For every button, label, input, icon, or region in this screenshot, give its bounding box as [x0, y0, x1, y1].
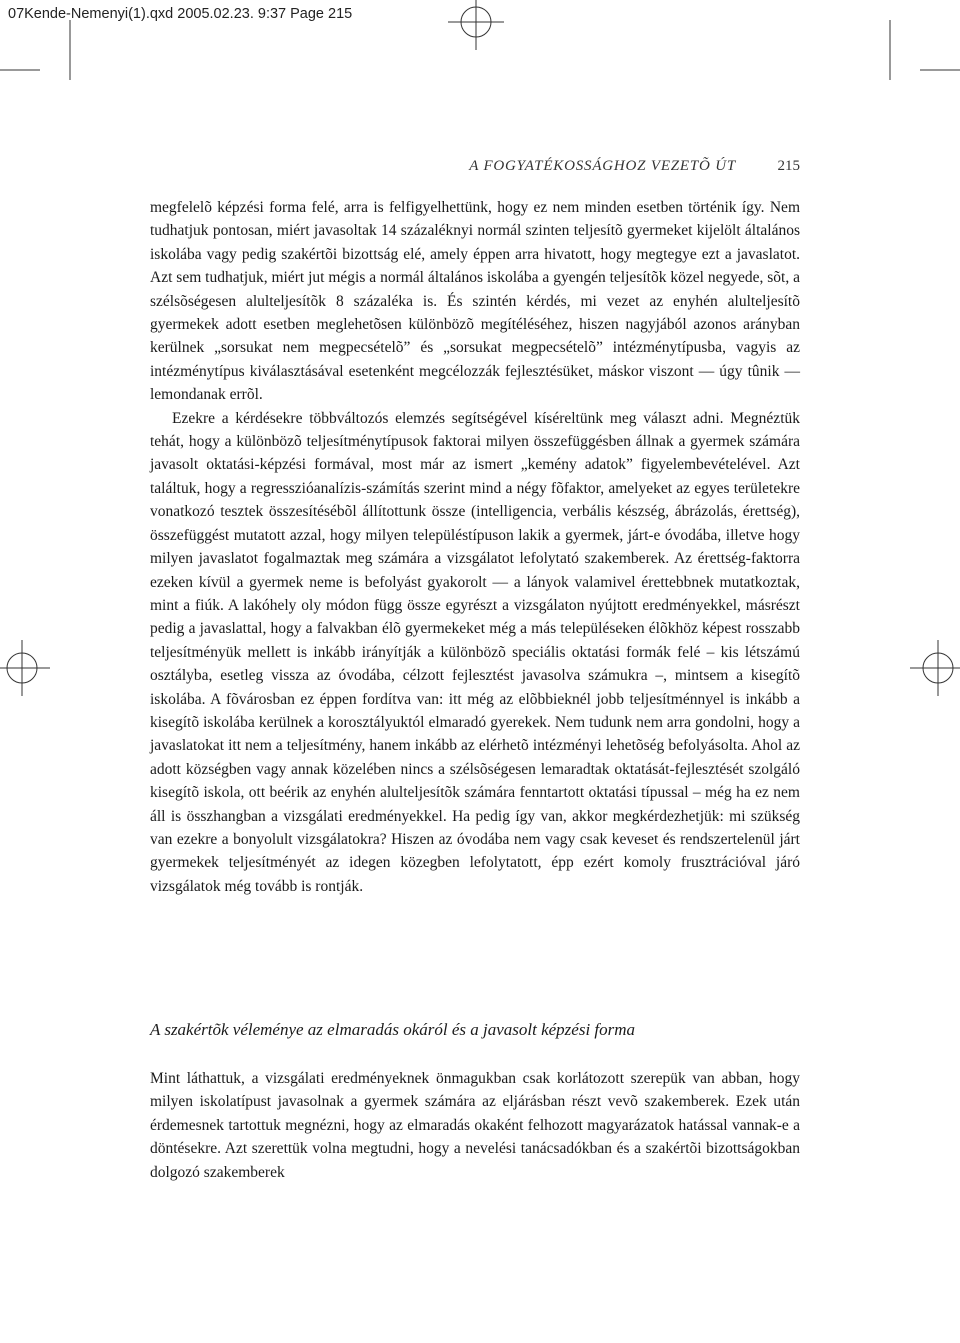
- paragraph: Ezekre a kérdésekre többváltozós elemzés segítségével kíséreltünk meg választ adni. Megnéztük tehát, hogy a különbözõ teljesítménytípusok faktorai milyen összefüggésben állnak a gyermek számára javasolt oktatási-képzési formával, most már az ismert „kemény adatok” figyelembevételével. Azt találtuk, hogy a regresszióanalízis-számítás szerint mind a négy fõfaktor, amelyeket az egyes területekre vonatkozó tesztek összesítésébõl állítottunk össze (intelligencia, verbális készség, ábrázolás, érettség), összefüggést mutatott azzal, hogy milyen településtípuson lakik a gyermek, járt-e óvodába, illetve hogy milyen javaslatot fogalmaztak meg számára a vizsgálatot lefolytató szakemberek. Az érettség-faktorra ezeken kívül a gyermek neme is befolyást gyakorolt — a lányok valamivel érettebbnek mutatkoztak, mint a fiúk. A lakóhely oly módon függ össze egyrészt a vizsgálaton nyújtott eredményekkel, másrészt pedig a javaslattal, hogy a falvakban élõ gyermekeket még a más településeken élõkhöz képest rosszabb teljesítményük mellett is inkább irányítják a különbözõ speciális oktatási formák felé – kis létszámú osztályba, esetleg vissza az óvodába, célzott fejlesztést javasolva számukra –, mintsem a kisegítõ iskolába. A fõvárosban ez éppen fordítva van: itt még az elõbbieknél jobb teljesítménnyel is inkább a kisegítõ iskolába kerülnek a korosztályuktól elmaradó gyerekek. Nem tudunk nem arra gondolni, hogy a javaslatokat itt nem a teljesítmény, hanem inkább az elérhetõ intézményi lehetõség befolyásolta. Ahol az adott községben vagy annak közelében nincs a szélsõségesen lemaradtak oktatását-fejlesztését szolgáló kisegítõ iskola, ott beérik az enyhén alulteljesítõk számára fenntartott oktatási típussal – még ha ez nem áll is összhangban a vizsgálati eredményekkel. Ha pedig így van, akkor megkérdezhetjük: mi szükség van ezekre a bonyolult vizsgálatokra? Hiszen az óvodába nem vagy csak keveset és rendszertelenül járt gyermekek teljesítményét az idegen közegben lefolytatott, épp ezért komoly frusztrációval járó vizsgálatok még tovább is rontják.: [150, 409, 800, 895]
- paragraph: Mint láthattuk, a vizsgálati eredményeknek önmagukban csak korlátozott szerepük van abban, hogy milyen iskolatípust javasolnak a gyermek számára az eljárásban részt vevõ szakemberek. Ezek után érdemesnek tartottuk megnézni, hogy az elmaradás okaként felhozott magyarázatok hatással vannak-e a döntésekre. Azt szerettük volna megtudni, hogy a nevelési tanácsadókban és a szakértõi bizottságokban dolgozó szakemberek: [150, 1070, 800, 1181]
- paragraph: megfelelõ képzési forma felé, arra is felfigyelhettünk, hogy ez nem minden esetben történik így. Nem tudhatjuk pontosan, miért javasoltak 14 százaléknyi normál szinten teljesítõ gyermeket kijelölt általános iskolába vagy pedig szakértõi bizottság elé, amely éppen arra hivatott, hogy megtegye ezt a javaslatot. Azt sem tudhatjuk, miért jut mégis a normál általános iskolába a gyengén teljesítõk közel negyede, sõt, a szélsõségesen alulteljesítõk 8 százaléka is. És szintén kérdés, mi vezet az enyhén alulteljesítõ gyermekek adott esetben meglehetõsen különbözõ megítéléséhez, hiszen nagyjából azonos arányban kerülnek „sorsukat nem megpecsételõ” és „sorsukat megpecsételõ” intézménytípusba, vagyis az intézménytípus kiválasztásával esetenként megcélozzák fejlesztésüket, máskor viszont — úgy tûnik — lemondanak errõl.: [150, 199, 800, 404]
- registration-mark-left-icon: [0, 640, 50, 696]
- section-heading: A szakértõk véleménye az elmaradás okáról és a javasolt képzési forma: [150, 1020, 636, 1039]
- crop-mark-top-right-icon: [880, 20, 960, 80]
- section-body-text: [150, 1067, 800, 1184]
- registration-mark-right-icon: [910, 640, 960, 696]
- body-text: [150, 196, 800, 898]
- registration-mark-top-icon: [448, 0, 504, 50]
- print-slug: 07Kende-Nemenyi(1).qxd 2005.02.23. 9:37 Page 215: [8, 6, 353, 22]
- crop-mark-top-left-icon: [0, 20, 80, 80]
- page-number: 215: [777, 158, 800, 174]
- running-title: A FOGYATÉKOSSÁGHOZ VEZETÕ ÚT: [469, 158, 736, 174]
- running-head: [150, 158, 800, 180]
